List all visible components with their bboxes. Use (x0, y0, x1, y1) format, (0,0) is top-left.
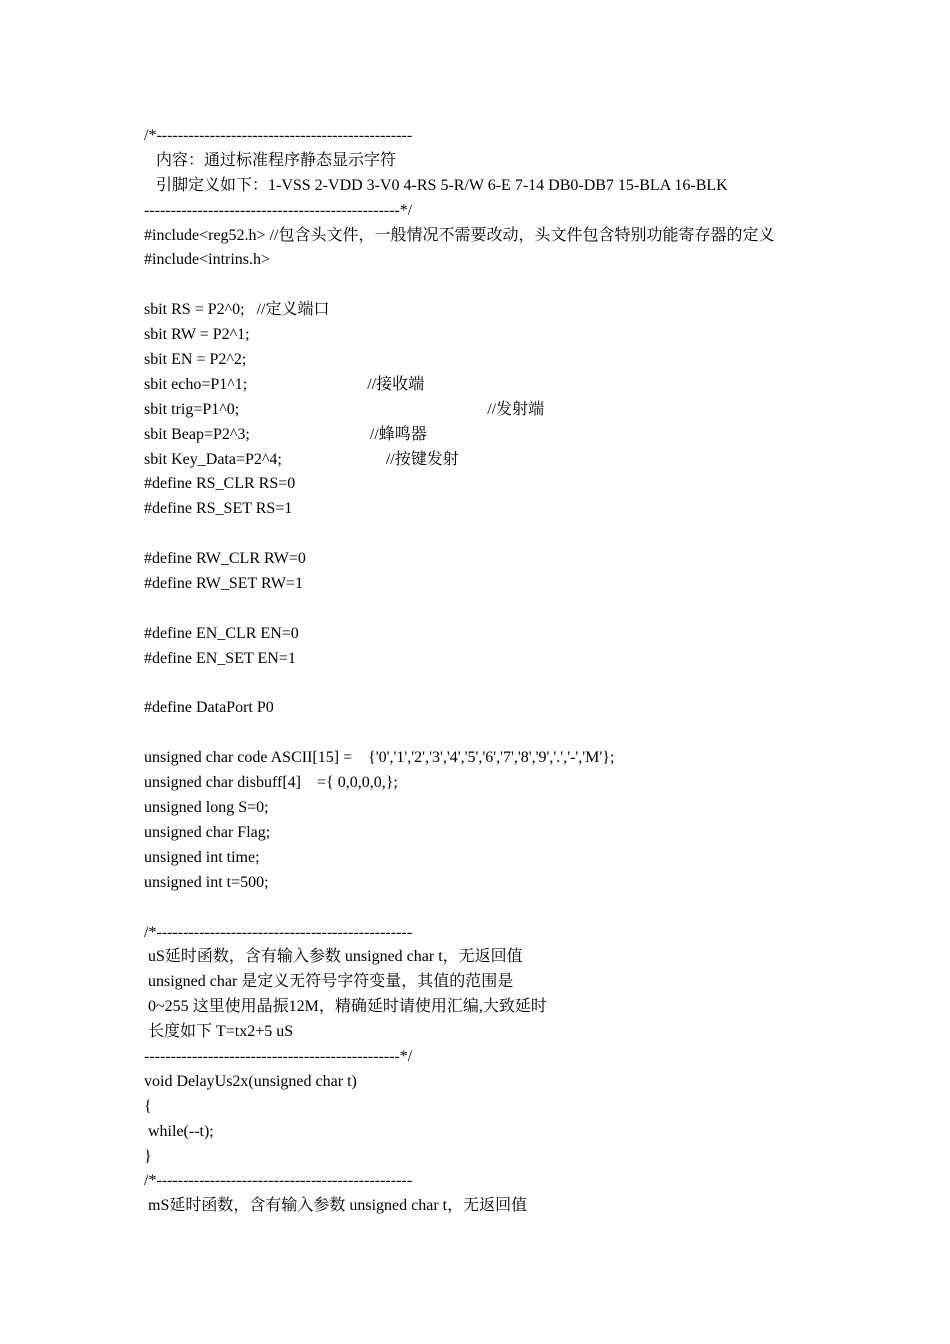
code-line: #include<reg52.h> //包含头文件，一般情况不需要改动，头文件包含特别功能寄存器的定义 (144, 226, 775, 244)
code-listing (144, 124, 904, 1219)
code-line: /*------------------------------------------------ (144, 127, 413, 144)
code-line: #define RW_CLR RW=0 (144, 550, 306, 568)
code-line: uS延时函数，含有输入参数 unsigned char t，无返回值 (144, 948, 523, 966)
code-line: sbit RW = P2^1; (144, 326, 250, 344)
code-line: sbit Key_Data=P2^4; //按键发射 (144, 450, 459, 468)
code-line: 内容：通过标准程序静态显示字符 (144, 151, 397, 169)
code-line: { (144, 1097, 152, 1115)
code-line: 长度如下 T=tx2+5 uS (144, 1023, 294, 1041)
code-line: unsigned long S=0; (144, 799, 269, 817)
code-line: #define EN_SET EN=1 (144, 649, 296, 667)
code-line: unsigned int t=500; (144, 873, 269, 891)
code-line (144, 522, 904, 547)
code-line: unsigned char Flag; (144, 823, 271, 841)
code-line: #define RS_SET RS=1 (144, 500, 293, 518)
code-line: 0~255 这里使用晶振12M，精确延时请使用汇编,大致延时 (144, 998, 547, 1016)
code-line: unsigned char 是定义无符号字符变量，其值的范围是 (144, 973, 514, 991)
code-line: #include<intrins.h> (144, 251, 271, 269)
code-line: void DelayUs2x(unsigned char t) (144, 1072, 357, 1090)
code-line: sbit trig=P1^0; //发射端 (144, 400, 545, 418)
code-line: /*------------------------------------------------ (144, 923, 413, 941)
code-line: unsigned int time; (144, 848, 260, 866)
code-line (144, 896, 904, 921)
code-line (144, 597, 904, 622)
code-line: #define DataPort P0 (144, 699, 274, 717)
code-line: sbit Beap=P2^3; //蜂鸣器 (144, 425, 427, 443)
code-line: sbit RS = P2^0; //定义端口 (144, 301, 330, 319)
code-line: /*------------------------------------------------ (144, 1172, 413, 1190)
code-line: sbit echo=P1^1; //接收端 (144, 375, 425, 393)
code-line: unsigned char disbuff[4] ={ 0,0,0,0,}; (144, 774, 398, 792)
code-line: ------------------------------------------------*/ (144, 1047, 413, 1065)
code-line (144, 721, 904, 746)
code-line: #define RW_SET RW=1 (144, 575, 303, 593)
code-line: } (144, 1147, 152, 1165)
code-line (144, 273, 904, 298)
code-line: sbit EN = P2^2; (144, 351, 247, 369)
code-line (144, 672, 904, 697)
code-line: while(--t); (144, 1122, 214, 1140)
code-line: 引脚定义如下：1-VSS 2-VDD 3-V0 4-RS 5-R/W 6-E 7-14 DB0-DB7 15-BLA 16-BLK (144, 176, 728, 194)
code-line: ------------------------------------------------*/ (144, 201, 413, 219)
code-line: mS延时函数，含有输入参数 unsigned char t，无返回值 (144, 1197, 528, 1215)
code-line: #define EN_CLR EN=0 (144, 624, 299, 642)
code-line: unsigned char code ASCII[15] = {'0','1','2','3','4','5','6','7','8','9','.','-','M'}; (144, 749, 615, 767)
code-line: #define RS_CLR RS=0 (144, 475, 296, 493)
